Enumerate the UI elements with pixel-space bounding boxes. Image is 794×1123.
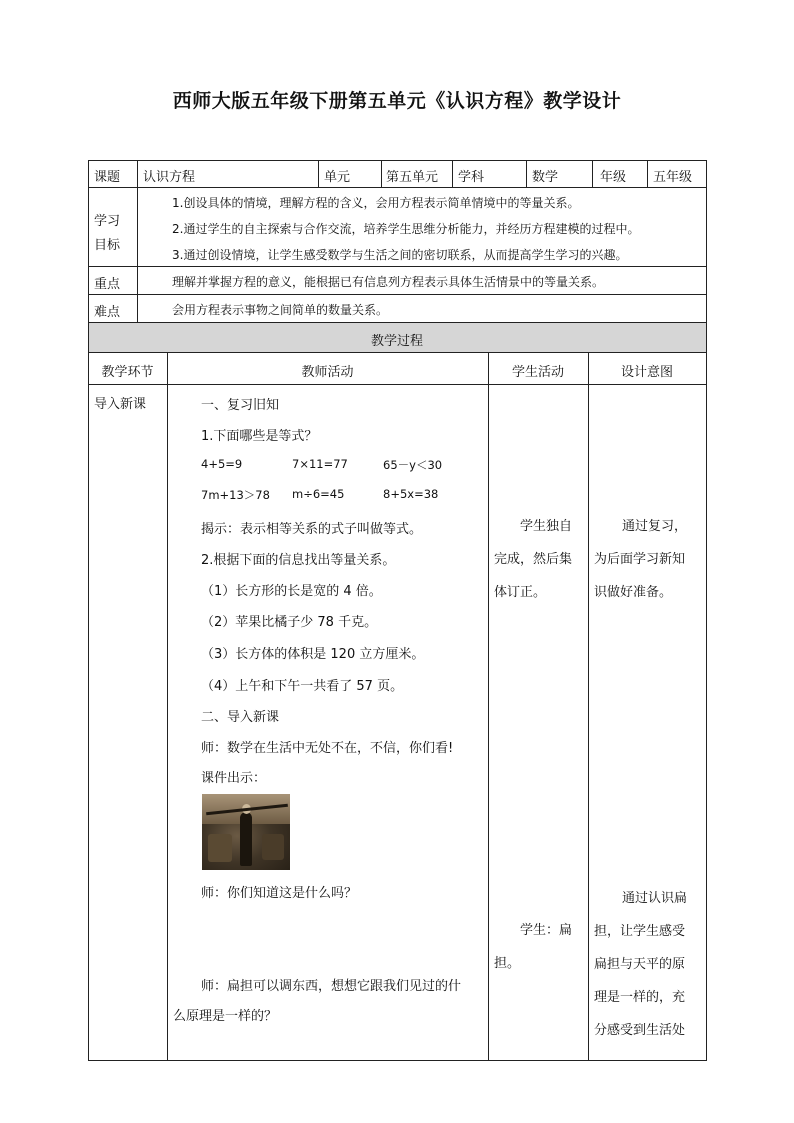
unit-label: 单元 <box>324 170 351 185</box>
unit-value: 第五单元 <box>386 170 439 185</box>
relation-item: （4）上午和下午一共看了 57 页。 <box>201 679 404 694</box>
design-intent-1: 通过复习， 为后面学习新知 识做好准备。 <box>594 519 688 600</box>
review-heading: 一、复习旧知 <box>201 398 280 413</box>
goals-label-line1: 学习 <box>94 214 121 229</box>
question-2: 2.根据下面的信息找出等量关系。 <box>201 553 396 568</box>
question-1: 1.下面哪些是等式？ <box>201 429 318 444</box>
courseware-label: 课件出示： <box>201 771 267 786</box>
student-activity-2: 学生：扁 担。 <box>494 923 573 971</box>
difficulty-label: 难点 <box>94 305 121 320</box>
shoulder-pole-photo <box>202 794 290 870</box>
grade-value: 五年级 <box>653 170 693 185</box>
intro-heading: 二、导入新课 <box>201 710 280 725</box>
goal-item-2: 2.通过学生的自主探索与合作交流，培养学生思维分析能力，并经历方程建模的过程中。 <box>172 222 640 236</box>
stage-label: 导入新课 <box>94 397 147 412</box>
relation-item: （1）长方形的长是宽的 4 倍。 <box>201 584 382 599</box>
key-point-text: 理解并掌握方程的意义，能根据已有信息列方程表示具体生活情景中的等量关系。 <box>172 275 605 289</box>
document-title: 西师大版五年级下册第五单元《认识方程》教学设计 <box>172 90 622 112</box>
topic-label: 课题 <box>94 170 121 185</box>
goals-label-line2: 目标 <box>94 238 121 253</box>
student-activity-1: 学生独自 完成，然后集 体订正。 <box>494 519 573 600</box>
equation: 65－y＜30 <box>383 458 443 472</box>
column-header-stage: 教学环节 <box>101 365 154 380</box>
equation: 7m+13＞78 <box>201 488 270 502</box>
equation: m÷6=45 <box>292 487 345 501</box>
grade-label: 年级 <box>600 170 627 185</box>
equation: 7×11=77 <box>292 457 348 471</box>
process-header: 教学过程 <box>370 334 423 349</box>
goal-item-3: 3.通过创设情境，让学生感受数学与生活之间的密切联系，从而提高学生学习的兴趣。 <box>172 248 628 262</box>
design-intent-2: 通过认识扁 担，让学生感受 扁担与天平的原 理是一样的，充 分感受到生活处 <box>594 891 688 1038</box>
equation: 8+5x=38 <box>383 487 439 501</box>
goal-item-1: 1.创设具体的情境，理解方程的含义，会用方程表示简单情境中的等量关系。 <box>172 196 580 210</box>
column-header-student: 学生活动 <box>511 365 564 380</box>
ask-principle-line1: 师：扁担可以调东西，想想它跟我们见过的什 <box>201 979 462 994</box>
subject-value: 数学 <box>532 170 559 185</box>
ask-what-text: 师：你们知道这是什么吗？ <box>201 886 358 901</box>
column-header-teacher: 教师活动 <box>301 365 354 380</box>
ask-principle-line2: 么原理是一样的？ <box>173 1009 278 1024</box>
intro-line: 师：数学在生活中无处不在，不信，你们看! <box>201 741 454 756</box>
difficulty-text: 会用方程表示事物之间简单的数量关系。 <box>172 303 389 317</box>
subject-label: 学科 <box>458 170 485 185</box>
equation: 4+5=9 <box>201 457 243 471</box>
column-header-intent: 设计意图 <box>620 365 673 380</box>
reveal-text: 揭示：表示相等关系的式子叫做等式。 <box>201 522 423 537</box>
key-point-label: 重点 <box>94 277 121 292</box>
relation-item: （3）长方体的体积是 120 立方厘米。 <box>201 647 425 662</box>
topic-value: 认识方程 <box>143 170 196 185</box>
relation-item: （2）苹果比橘子少 78 千克。 <box>201 615 378 630</box>
